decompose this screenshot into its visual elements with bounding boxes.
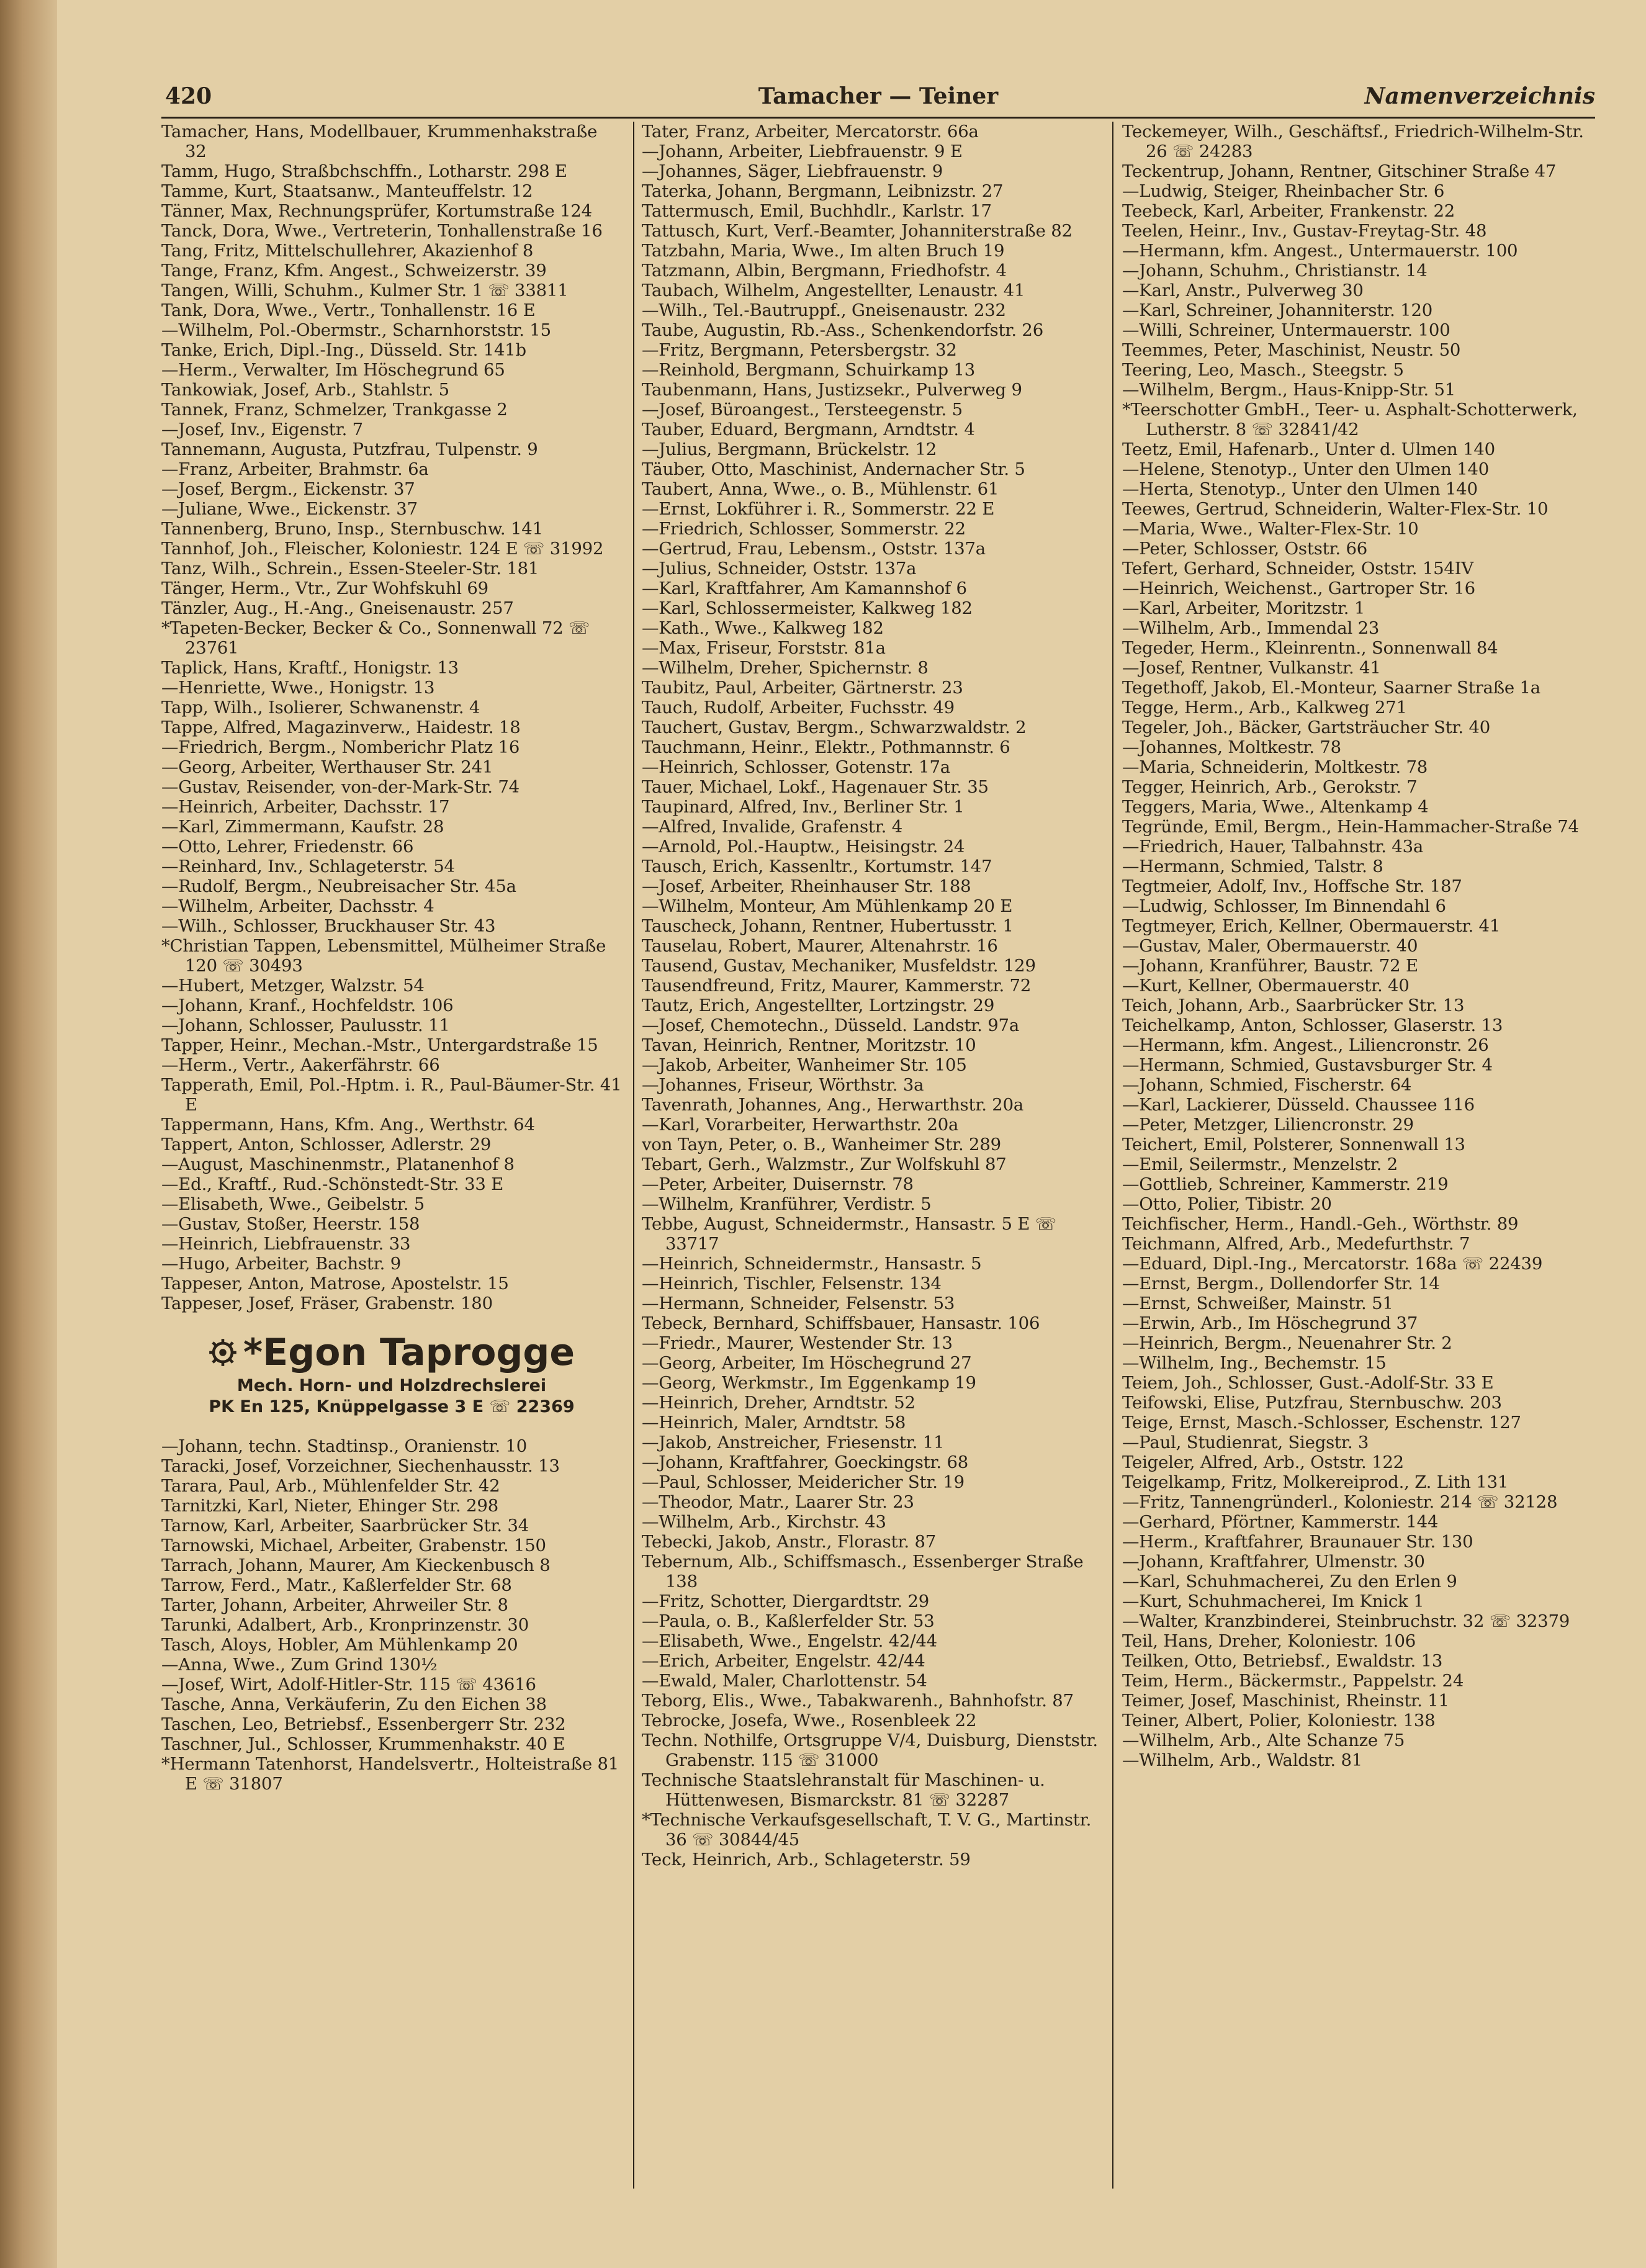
directory-entry: —Wilhelm, Arbeiter, Dachsstr. 4 (161, 896, 434, 916)
directory-entry: —Karl, Zimmermann, Kaufstr. 28 (161, 817, 444, 837)
directory-entry: —Friedr., Maurer, Westender Str. 13 (642, 1333, 953, 1353)
directory-entry: —Wilhelm, Pol.-Obermstr., Scharnhorststr. 15 (161, 320, 551, 340)
directory-entry: —Heinrich, Tischler, Felsenstr. 134 (642, 1274, 942, 1294)
directory-entry: —August, Maschinenmstr., Platanenhof 8 (161, 1154, 515, 1174)
directory-entry: —Eduard, Dipl.-Ing., Mercatorstr. 168a ☏ 22439 (1122, 1254, 1543, 1274)
name-range: Tamacher — Teiner (758, 83, 999, 109)
directory-entry: —Reinhold, Bergmann, Schuirkamp 13 (642, 360, 976, 380)
directory-entry: Teemmes, Peter, Maschinist, Neustr. 50 (1122, 340, 1461, 360)
directory-entry: Teetz, Emil, Hafenarb., Unter d. Ulmen 140 (1122, 439, 1495, 459)
directory-entry: Tanck, Dora, Wwe., Vertreterin, Tonhallenstraße 16 (161, 221, 603, 241)
directory-entry: Tamme, Kurt, Staatsanw., Manteuffelstr. 12 (161, 181, 533, 201)
directory-entry: Tapperath, Emil, Pol.-Hptm. i. R., Paul-Bäumer-Str. 41 E (161, 1075, 622, 1115)
directory-entry: Tater, Franz, Arbeiter, Mercatorstr. 66a (642, 122, 979, 142)
directory-entry: Tauch, Rudolf, Arbeiter, Fuchsstr. 49 (642, 698, 955, 718)
directory-entry: —Arnold, Pol.-Hauptw., Heisingstr. 24 (642, 837, 965, 857)
directory-entry: —Wilh., Tel.-Bautruppf., Gneisenaustr. 232 (642, 300, 1006, 320)
directory-entry: Tausend, Gustav, Mechaniker, Musfeldstr. 129 (642, 956, 1036, 976)
directory-entry: —Heinrich, Bergm., Neuenahrer Str. 2 (1122, 1333, 1452, 1353)
directory-entry: —Wilhelm, Ing., Bechemstr. 15 (1122, 1353, 1387, 1373)
directory-entry: Tatzbahn, Maria, Wwe., Im alten Bruch 19 (642, 241, 1005, 261)
directory-entry: Tausch, Erich, Kassenltr., Kortumstr. 147 (642, 857, 992, 876)
directory-entry: Tapp, Wilh., Isolierer, Schwanenstr. 4 (161, 698, 480, 718)
directory-entry: —Herm., Verwalter, Im Höschegrund 65 (161, 360, 505, 380)
directory-entry: —Josef, Inv., Eigenstr. 7 (161, 420, 363, 439)
directory-entry: —Alfred, Invalide, Grafenstr. 4 (642, 817, 903, 837)
directory-entry: —Wilh., Schlosser, Bruckhauser Str. 43 (161, 916, 496, 936)
directory-entry: —Willi, Schreiner, Untermauerstr. 100 (1122, 320, 1450, 340)
directory-entry: Tarnowski, Michael, Arbeiter, Grabenstr. 150 (161, 1536, 546, 1555)
directory-entry: —Wilhelm, Arb., Immendal 23 (1122, 618, 1380, 638)
directory-entry: Taubenmann, Hans, Justizsekr., Pulverweg 9 (642, 380, 1022, 400)
directory-entry: —Heinrich, Schneidermstr., Hansastr. 5 (642, 1254, 982, 1274)
directory-entry: Tattermusch, Emil, Buchhdlr., Karlstr. 17 (642, 201, 992, 221)
directory-entry: —Karl, Kraftfahrer, Am Kamannshof 6 (642, 578, 967, 598)
directory-entry: —Josef, Arbeiter, Rheinhauser Str. 188 (642, 876, 971, 896)
directory-entry: —Rudolf, Bergm., Neubreisacher Str. 45a (161, 876, 516, 896)
directory-entry: Tauscheck, Johann, Rentner, Hubertusstr. 1 (642, 916, 1014, 936)
directory-entry: —Juliane, Wwe., Eickenstr. 37 (161, 499, 418, 519)
directory-entry: Taubert, Anna, Wwe., o. B., Mühlenstr. 61 (642, 479, 999, 499)
directory-entry: —Johann, techn. Stadtinsp., Oranienstr. 10 (161, 1436, 528, 1456)
directory-entry: —Fritz, Tannengründerl., Koloniestr. 214 ☏ 32128 (1122, 1492, 1558, 1512)
directory-entry: —Heinrich, Arbeiter, Dachsstr. 17 (161, 797, 450, 817)
directory-entry: —Maria, Schneiderin, Moltkestr. 78 (1122, 757, 1428, 777)
column-1-entries-bottom (161, 1436, 622, 1794)
directory-entry: Tänner, Max, Rechnungsprüfer, Kortumstraße 124 (161, 201, 592, 221)
directory-entry: —Johann, Kranf., Hochfeldstr. 106 (161, 996, 454, 1015)
directory-entry: Tebecki, Jakob, Anstr., Florastr. 87 (642, 1532, 937, 1552)
directory-entry: Tarara, Paul, Arb., Mühlenfelder Str. 42 (161, 1476, 500, 1496)
directory-entry: —Ewald, Maler, Charlottenstr. 54 (642, 1671, 927, 1691)
directory-entry: Tarnitzki, Karl, Nieter, Ehinger Str. 298 (161, 1496, 499, 1516)
directory-entry: —Johann, Arbeiter, Liebfrauenstr. 9 E (642, 142, 963, 161)
directory-entry: —Johann, Kraftfahrer, Ulmenstr. 30 (1122, 1552, 1425, 1572)
directory-entry: —Karl, Schreiner, Johanniterstr. 120 (1122, 300, 1433, 320)
directory-entry: Tegger, Heinrich, Arb., Gerokstr. 7 (1122, 777, 1418, 797)
directory-entry: —Josef, Rentner, Vulkanstr. 41 (1122, 658, 1381, 678)
directory-entry: Tanke, Erich, Dipl.-Ing., Düsseld. Str. 141b (161, 340, 526, 360)
directory-entry: Tange, Franz, Kfm. Angest., Schweizerstr. 39 (161, 261, 547, 281)
directory-entry: —Kath., Wwe., Kalkweg 182 (642, 618, 884, 638)
directory-entry: Taplick, Hans, Kraftf., Honigstr. 13 (161, 658, 459, 678)
directory-entry: Tannenberg, Bruno, Insp., Sternbuschw. 141 (161, 519, 543, 539)
directory-entry: Tamm, Hugo, Straßbchschffn., Lotharstr. 298 E (161, 161, 567, 181)
directory-entry: —Ludwig, Schlosser, Im Binnendahl 6 (1122, 896, 1446, 916)
column-3-entries (1122, 122, 1595, 1770)
directory-entry: —Maria, Wwe., Walter-Flex-Str. 10 (1122, 519, 1419, 539)
directory-entry: —Heinrich, Maler, Arndtstr. 58 (642, 1413, 906, 1433)
directory-entry: Tefert, Gerhard, Schneider, Oststr. 154IV (1122, 559, 1474, 578)
directory-entry: Tarrach, Johann, Maurer, Am Kieckenbusch 8 (161, 1555, 551, 1575)
directory-entry: —Johann, Schlosser, Paulusstr. 11 (161, 1015, 450, 1035)
directory-entry: Tasche, Anna, Verkäuferin, Zu den Eichen 38 (161, 1694, 547, 1714)
directory-entry: Tauselau, Robert, Maurer, Altenahrstr. 16 (642, 936, 998, 956)
directory-entry: —Paula, o. B., Kaßlerfelder Str. 53 (642, 1611, 935, 1631)
page-number: 420 (165, 83, 212, 109)
directory-entry: Tarter, Johann, Arbeiter, Ahrweiler Str. 8 (161, 1595, 508, 1615)
page-header (161, 79, 1595, 119)
directory-entry: Teebeck, Karl, Arbeiter, Frankenstr. 22 (1122, 201, 1455, 221)
directory-entry: Taschner, Jul., Schlosser, Krummenhakstr. 40 E (161, 1734, 565, 1754)
directory-entry: Tegründe, Emil, Bergm., Hein-Hammacher-Straße 74 (1122, 817, 1579, 837)
directory-entry: Tegeler, Joh., Bäcker, Gartsträucher Str. 40 (1122, 718, 1491, 737)
directory-entry: Tarunki, Adalbert, Arb., Kronprinzenstr. 30 (161, 1615, 529, 1635)
directory-entry: —Ludwig, Steiger, Rheinbacher Str. 6 (1122, 181, 1445, 201)
directory-entry: Technische Staatslehranstalt für Maschinen- u. Hüttenwesen, Bismarckstr. 81 ☏ 32287 (642, 1770, 1045, 1810)
directory-entry: —Karl, Schuhmacherei, Zu den Erlen 9 (1122, 1572, 1457, 1591)
directory-entry: —Karl, Schlossermeister, Kalkweg 182 (642, 598, 973, 618)
directory-entry: —Fritz, Schotter, Diergardtstr. 29 (642, 1591, 930, 1611)
column-2-entries (642, 122, 1102, 1870)
directory-entry: Tauber, Eduard, Bergmann, Arndtstr. 4 (642, 420, 975, 439)
directory-entry: —Hugo, Arbeiter, Bachstr. 9 (161, 1254, 402, 1274)
directory-entry: Tappe, Alfred, Magazinverw., Haidestr. 18 (161, 718, 521, 737)
directory-entry: Tappeser, Josef, Fräser, Grabenstr. 180 (161, 1294, 493, 1313)
directory-entry: Teimer, Josef, Maschinist, Rheinstr. 11 (1122, 1691, 1449, 1711)
directory-entry: Tegge, Herm., Arb., Kalkweg 271 (1122, 698, 1407, 718)
directory-entry: —Peter, Arbeiter, Duisernstr. 78 (642, 1174, 914, 1194)
directory-entry: Tauer, Michael, Lokf., Hagenauer Str. 35 (642, 777, 989, 797)
directory-entry: —Johannes, Moltkestr. 78 (1122, 737, 1341, 757)
directory-entry: *Christian Tappen, Lebensmittel, Mülheimer Straße 120 ☏ 30493 (161, 936, 606, 976)
column-divider (633, 122, 634, 2189)
directory-entry: Teichfischer, Herm., Handl.-Geh., Wörthstr. 89 (1122, 1214, 1519, 1234)
directory-entry: Taterka, Johann, Bergmann, Leibnizstr. 27 (642, 181, 1004, 201)
directory-entry: Tank, Dora, Wwe., Vertr., Tonhallenstr. 16 E (161, 300, 536, 320)
directory-entry: —Friedrich, Hauer, Talbahnstr. 43a (1122, 837, 1424, 857)
directory-entry: —Julius, Schneider, Oststr. 137a (642, 559, 917, 578)
directory-entry: Teifowski, Elise, Putzfrau, Sternbuschw. 203 (1122, 1393, 1502, 1413)
directory-entry: —Franz, Arbeiter, Brahmstr. 6a (161, 459, 429, 479)
directory-entry: Tangen, Willi, Schuhm., Kulmer Str. 1 ☏ 33811 (161, 281, 569, 300)
directory-entry: Teige, Ernst, Masch.-Schlosser, Eschenstr. 127 (1122, 1413, 1521, 1433)
directory-entry: —Josef, Chemotechn., Düsseld. Landstr. 97a (642, 1015, 1020, 1035)
directory-entry: —Herta, Stenotyp., Unter den Ulmen 140 (1122, 479, 1478, 499)
directory-entry: Taubitz, Paul, Arbeiter, Gärtnerstr. 23 (642, 678, 963, 698)
directory-entry: Techn. Nothilfe, Ortsgruppe V/4, Duisburg, Dienststr. Grabenstr. 115 ☏ 31000 (642, 1730, 1098, 1770)
directory-entry: Teering, Leo, Masch., Steegstr. 5 (1122, 360, 1404, 380)
directory-entry: —Kurt, Kellner, Obermauerstr. 40 (1122, 976, 1410, 996)
directory-entry: Tegtmeier, Adolf, Inv., Hoffsche Str. 187 (1122, 876, 1462, 896)
directory-entry: Teich, Johann, Arb., Saarbrücker Str. 13 (1122, 996, 1465, 1015)
directory-entry: —Josef, Büroangest., Tersteegenstr. 5 (642, 400, 963, 420)
directory-entry: —Karl, Lackierer, Düsseld. Chaussee 116 (1122, 1095, 1475, 1115)
column-3 (1122, 122, 1595, 2239)
section-title: Namenverzeichnis (1364, 83, 1595, 109)
directory-entry: Tarnow, Karl, Arbeiter, Saarbrücker Str. 34 (161, 1516, 529, 1536)
directory-entry: —Wilhelm, Arb., Kirchstr. 43 (642, 1512, 886, 1532)
directory-entry: —Hubert, Metzger, Walzstr. 54 (161, 976, 425, 996)
directory-entry: Taube, Augustin, Rb.-Ass., Schenkendorfstr. 26 (642, 320, 1044, 340)
directory-entry: —Ernst, Bergm., Dollendorfer Str. 14 (1122, 1274, 1440, 1294)
directory-entry: —Peter, Schlosser, Oststr. 66 (1122, 539, 1368, 559)
directory-entry: —Reinhard, Inv., Schlageterstr. 54 (161, 857, 455, 876)
directory-entry: Tegeder, Herm., Kleinrentn., Sonnenwall 84 (1122, 638, 1498, 658)
directory-entry: —Johannes, Säger, Liebfrauenstr. 9 (642, 161, 943, 181)
directory-entry: Tavan, Heinrich, Rentner, Moritzstr. 10 (642, 1035, 976, 1055)
directory-entry: —Paul, Schlosser, Meidericher Str. 19 (642, 1472, 965, 1492)
directory-entry: —Johann, Kraftfahrer, Goeckingstr. 68 (642, 1452, 969, 1472)
ad-company-name: *Egon Taprogge (243, 1331, 575, 1374)
directory-entry: —Hermann, kfm. Angest., Liliencronstr. 26 (1122, 1035, 1489, 1055)
directory-entry: —Hermann, Schneider, Felsenstr. 53 (642, 1294, 955, 1313)
directory-entry: Teborg, Elis., Wwe., Tabakwarenh., Bahnhofstr. 87 (642, 1691, 1074, 1711)
directory-entry: —Otto, Lehrer, Friedenstr. 66 (161, 837, 414, 857)
directory-entry: Tannek, Franz, Schmelzer, Trankgasse 2 (161, 400, 508, 420)
directory-entry: —Anna, Wwe., Zum Grind 130½ (161, 1655, 438, 1675)
directory-entry: von Tayn, Peter, o. B., Wanheimer Str. 289 (642, 1135, 1001, 1154)
directory-entry: Teckentrup, Johann, Rentner, Gitschiner Straße 47 (1122, 161, 1557, 181)
directory-entry: Tappert, Anton, Schlosser, Adlerstr. 29 (161, 1135, 492, 1154)
directory-entry: Tavenrath, Johannes, Ang., Herwarthstr. 20a (642, 1095, 1024, 1115)
directory-entry: Teigeler, Alfred, Arb., Oststr. 122 (1122, 1452, 1404, 1472)
directory-entry: —Ed., Kraftf., Rud.-Schönstedt-Str. 33 E (161, 1174, 504, 1194)
directory-entry: —Georg, Arbeiter, Werthauser Str. 241 (161, 757, 493, 777)
directory-page (161, 79, 1595, 2239)
directory-entry: Tannhof, Joh., Fleischer, Koloniestr. 124 E ☏ 31992 (161, 539, 604, 559)
directory-entry: —Henriette, Wwe., Honigstr. 13 (161, 678, 435, 698)
directory-entry: Tappermann, Hans, Kfm. Ang., Werthstr. 64 (161, 1115, 535, 1135)
directory-entry: Tatzmann, Albin, Bergmann, Friedhofstr. 4 (642, 261, 1007, 281)
directory-entry: —Friedrich, Schlosser, Sommerstr. 22 (642, 519, 966, 539)
directory-entry: Tannemann, Augusta, Putzfrau, Tulpenstr. 9 (161, 439, 538, 459)
directory-entry: —Hermann, Schmied, Gustavsburger Str. 4 (1122, 1055, 1493, 1075)
directory-entry: —Wilhelm, Bergm., Haus-Knipp-Str. 51 (1122, 380, 1456, 400)
directory-entry: —Heinrich, Liebfrauenstr. 33 (161, 1234, 411, 1254)
directory-entry: —Herm., Kraftfahrer, Braunauer Str. 130 (1122, 1532, 1473, 1552)
directory-entry: —Johannes, Friseur, Wörthstr. 3a (642, 1075, 924, 1095)
directory-entry: Taupinard, Alfred, Inv., Berliner Str. 1 (642, 797, 965, 817)
directory-entry: Tappeser, Anton, Matrose, Apostelstr. 15 (161, 1274, 509, 1294)
directory-entry: —Gertrud, Frau, Lebensm., Oststr. 137a (642, 539, 986, 559)
directory-entry: —Erich, Arbeiter, Engelstr. 42/44 (642, 1651, 925, 1671)
directory-entry: Täuber, Otto, Maschinist, Andernacher Str. 5 (642, 459, 1025, 479)
directory-entry: —Jakob, Arbeiter, Wanheimer Str. 105 (642, 1055, 967, 1075)
directory-entry: Tapper, Heinr., Mechan.-Mstr., Untergardstraße 15 (161, 1035, 598, 1055)
directory-entry: —Gustav, Stoßer, Heerstr. 158 (161, 1214, 420, 1234)
directory-entry: —Johann, Schmied, Fischerstr. 64 (1122, 1075, 1412, 1095)
directory-entry: —Julius, Bergmann, Brückelstr. 12 (642, 439, 937, 459)
directory-entry: —Wilhelm, Monteur, Am Mühlenkamp 20 E (642, 896, 1013, 916)
directory-entry: Teelen, Heinr., Inv., Gustav-Freytag-Str. 48 (1122, 221, 1487, 241)
directory-entry: —Karl, Anstr., Pulverweg 30 (1122, 281, 1364, 300)
directory-entry: —Karl, Arbeiter, Moritzstr. 1 (1122, 598, 1365, 618)
directory-entry: —Gottlieb, Schreiner, Kammerstr. 219 (1122, 1174, 1449, 1194)
directory-entry: Tebernum, Alb., Schiffsmasch., Essenberger Straße 138 (642, 1552, 1084, 1591)
directory-entry: —Ernst, Schweißer, Mainstr. 51 (1122, 1294, 1393, 1313)
directory-entry: Tebeck, Bernhard, Schiffsbauer, Hansastr. 106 (642, 1313, 1040, 1333)
directory-entry: *Teerschotter GmbH., Teer- u. Asphalt-Schotterwerk, Lutherstr. 8 ☏ 32841/42 (1122, 400, 1578, 439)
directory-entry: —Gustav, Reisender, von-der-Mark-Str. 74 (161, 777, 519, 797)
directory-entry: Tegethoff, Jakob, El.-Monteur, Saarner Straße 1a (1122, 678, 1540, 698)
directory-entry: —Ernst, Lokführer i. R., Sommerstr. 22 E (642, 499, 995, 519)
directory-entry: —Peter, Metzger, Liliencronstr. 29 (1122, 1115, 1414, 1135)
directory-entry: Taubach, Wilhelm, Angestellter, Lenaustr. 41 (642, 281, 1025, 300)
directory-entry: Tautz, Erich, Angestellter, Lortzingstr. 29 (642, 996, 995, 1015)
column-divider (1112, 122, 1113, 2189)
directory-entry: Tarrow, Ferd., Matr., Kaßlerfelder Str. 68 (161, 1575, 512, 1595)
directory-entry: Tänzler, Aug., H.-Ang., Gneisenaustr. 257 (161, 598, 514, 618)
directory-entry: Tauchmann, Heinr., Elektr., Pothmannstr. 6 (642, 737, 1010, 757)
directory-entry: Tänger, Herm., Vtr., Zur Wohfskuhl 69 (161, 578, 488, 598)
directory-entry: Taracki, Josef, Vorzeichner, Siechenhausstr. 13 (161, 1456, 560, 1476)
directory-entry: Tebbe, August, Schneidermstr., Hansastr. 5 E ☏ 33717 (642, 1214, 1056, 1254)
directory-entry: —Kurt, Schuhmacherei, Im Knick 1 (1122, 1591, 1424, 1611)
book-spine-shadow (0, 0, 57, 2268)
directory-entry: Teggers, Maria, Wwe., Altenkamp 4 (1122, 797, 1429, 817)
directory-entry: —Johann, Kranführer, Baustr. 72 E (1122, 956, 1418, 976)
directory-entry: —Georg, Werkmstr., Im Eggenkamp 19 (642, 1373, 976, 1393)
directory-entry: —Hermann, Schmied, Talstr. 8 (1122, 857, 1383, 876)
directory-entry: —Wilhelm, Arb., Alte Schanze 75 (1122, 1730, 1405, 1750)
directory-entry: Tanz, Wilh., Schrein., Essen-Steeler-Str. 181 (161, 559, 539, 578)
directory-entry: —Karl, Vorarbeiter, Herwarthstr. 20a (642, 1115, 959, 1135)
directory-entry: Tebrocke, Josefa, Wwe., Rosenbleek 22 (642, 1711, 977, 1730)
column-2 (642, 122, 1102, 2239)
directory-entry: Teichert, Emil, Polsterer, Sonnenwall 13 (1122, 1135, 1465, 1154)
directory-entry: —Helene, Stenotyp., Unter den Ulmen 140 (1122, 459, 1490, 479)
directory-entry: —Heinrich, Schlosser, Gotenstr. 17a (642, 757, 950, 777)
directory-entry: Taschen, Leo, Betriebsf., Essenbergerr Str. 232 (161, 1714, 566, 1734)
directory-entry: *Technische Verkaufsgesellschaft, T. V. G., Martinstr. 36 ☏ 30844/45 (642, 1810, 1092, 1850)
directory-entry: —Wilhelm, Kranführer, Verdistr. 5 (642, 1194, 932, 1214)
directory-entry: —Theodor, Matr., Laarer Str. 23 (642, 1492, 914, 1512)
directory-entry: —Gerhard, Pförtner, Kammerstr. 144 (1122, 1512, 1439, 1532)
directory-entry: —Paul, Studienrat, Siegstr. 3 (1122, 1433, 1369, 1452)
directory-entry: —Fritz, Bergmann, Petersbergstr. 32 (642, 340, 957, 360)
directory-entry: Teigelkamp, Fritz, Molkereiprod., Z. Lith 131 (1122, 1472, 1509, 1492)
directory-entry: —Johann, Schuhm., Christianstr. 14 (1122, 261, 1428, 281)
directory-entry: —Hermann, kfm. Angest., Untermauerstr. 100 (1122, 241, 1518, 261)
directory-entry: *Hermann Tatenhorst, Handelsvertr., Holteistraße 81 E ☏ 31807 (161, 1754, 619, 1794)
directory-entry: Teim, Herm., Bäckermstr., Pappelstr. 24 (1122, 1671, 1464, 1691)
directory-entry: Teckemeyer, Wilh., Geschäftsf., Friedrich-Wilhelm-Str. 26 ☏ 24283 (1122, 122, 1584, 161)
directory-entry: Tankowiak, Josef, Arb., Stahlstr. 5 (161, 380, 449, 400)
directory-entry: —Josef, Bergm., Eickenstr. 37 (161, 479, 415, 499)
directory-entry: —Jakob, Anstreicher, Friesenstr. 11 (642, 1433, 945, 1452)
directory-entry: Tegtmeyer, Erich, Kellner, Obermauerstr. 41 (1122, 916, 1501, 936)
ad-line-1: Mech. Horn- und Holzdrechslerei (236, 1376, 547, 1395)
directory-entry: Teewes, Gertrud, Schneiderin, Walter-Flex-Str. 10 (1122, 499, 1549, 519)
directory-entry: Teiner, Albert, Polier, Koloniestr. 138 (1122, 1711, 1436, 1730)
directory-entry: —Josef, Wirt, Adolf-Hitler-Str. 115 ☏ 43616 (161, 1675, 536, 1694)
directory-entry: —Heinrich, Dreher, Arndtstr. 52 (642, 1393, 915, 1413)
directory-entry: Tebart, Gerh., Walzmstr., Zur Wolfskuhl 87 (642, 1154, 1007, 1174)
directory-entry: —Gustav, Maler, Obermauerstr. 40 (1122, 936, 1418, 956)
directory-entry: —Wilhelm, Dreher, Spichernstr. 8 (642, 658, 929, 678)
directory-entry: Tausendfreund, Fritz, Maurer, Kammerstr. 72 (642, 976, 1032, 996)
directory-entry: *Tapeten-Becker, Becker & Co., Sonnenwall 72 ☏ 23761 (161, 618, 590, 658)
directory-entry: —Wilhelm, Arb., Waldstr. 81 (1122, 1750, 1363, 1770)
directory-entry: —Erwin, Arb., Im Höschegrund 37 (1122, 1313, 1418, 1333)
directory-entry: Teichmann, Alfred, Arb., Medefurthstr. 7 (1122, 1234, 1470, 1254)
directory-entry: —Elisabeth, Wwe., Engelstr. 42/44 (642, 1631, 937, 1651)
directory-entry: —Friedrich, Bergm., Nomberichr Platz 16 (161, 737, 520, 757)
directory-entry: Tattusch, Kurt, Verf.-Beamter, Johanniterstraße 82 (642, 221, 1073, 241)
directory-entry: Tang, Fritz, Mittelschullehrer, Akazienhof 8 (161, 241, 534, 261)
directory-entry: Tasch, Aloys, Hobler, Am Mühlenkamp 20 (161, 1635, 518, 1655)
directory-entry: Tauchert, Gustav, Bergm., Schwarzwaldstr. 2 (642, 718, 1027, 737)
directory-entry: —Heinrich, Weichenst., Gartroper Str. 16 (1122, 578, 1475, 598)
directory-entry: —Emil, Seilermstr., Menzelstr. 2 (1122, 1154, 1398, 1174)
directory-entry: —Herm., Vertr., Aakerfährstr. 66 (161, 1055, 440, 1075)
directory-entry: —Max, Friseur, Forststr. 81a (642, 638, 886, 658)
ad-line-2: PK En 125, Knüppelgasse 3 E ☏ 22369 (209, 1397, 575, 1416)
column-1-entries-top (161, 122, 622, 1313)
directory-entry: —Elisabeth, Wwe., Geibelstr. 5 (161, 1194, 425, 1214)
directory-entry: Teilken, Otto, Betriebsf., Ewaldstr. 13 (1122, 1651, 1443, 1671)
directory-entry: —Georg, Arbeiter, Im Höschegrund 27 (642, 1353, 972, 1373)
advertisement (161, 1330, 622, 1418)
directory-entry: Teiem, Joh., Schlosser, Gust.-Adolf-Str. 33 E (1122, 1373, 1494, 1393)
directory-entry: —Otto, Polier, Tibistr. 20 (1122, 1194, 1332, 1214)
directory-entry: —Walter, Kranzbinderei, Steinbruchstr. 32 ☏ 32379 (1122, 1611, 1570, 1631)
directory-entry: Tamacher, Hans, Modellbauer, Krummenhakstraße 32 (161, 122, 598, 161)
directory-entry: Teck, Heinrich, Arb., Schlageterstr. 59 (642, 1850, 971, 1870)
directory-entry: Teil, Hans, Dreher, Koloniestr. 106 (1122, 1631, 1416, 1651)
column-1 (161, 122, 622, 2239)
gear-icon (209, 1338, 237, 1367)
directory-entry: Teichelkamp, Anton, Schlosser, Glaserstr. 13 (1122, 1015, 1503, 1035)
